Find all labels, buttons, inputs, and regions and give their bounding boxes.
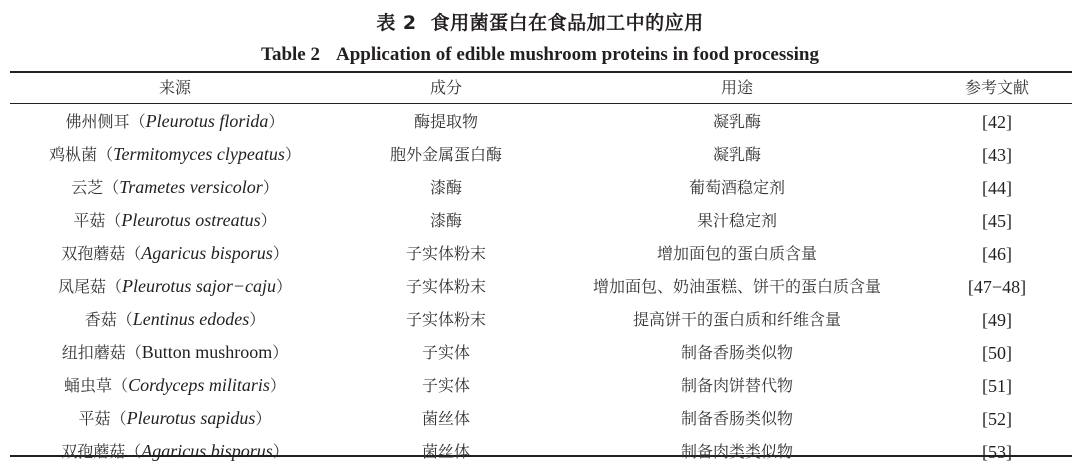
open-paren: （: [116, 310, 133, 329]
table-row: [10, 105, 1072, 138]
table-row: [10, 138, 1072, 171]
cell-source: [10, 435, 340, 468]
table-row: [10, 171, 1072, 204]
source-common-name: 双孢蘑菇: [61, 442, 126, 461]
cell-source: [10, 270, 340, 303]
table-caption-chinese: [0, 8, 1080, 38]
cell-reference: [42]: [982, 111, 1012, 132]
cell-component: 菌丝体: [421, 408, 470, 428]
close-paren: ）: [276, 277, 293, 296]
header-row: [10, 73, 1072, 103]
cell-use: 增加面包的蛋白质含量: [656, 243, 817, 263]
cell-use: 提高饼干的蛋白质和纤维含量: [632, 309, 841, 329]
open-paren: （: [125, 244, 142, 263]
table-title-en: Application of edible mushroom proteins in food processing: [335, 44, 819, 65]
cell-source: [10, 204, 340, 237]
source-scientific-name: Trametes versicolor: [119, 177, 263, 197]
cell-reference: [53]: [982, 441, 1012, 462]
table-row: [10, 204, 1072, 237]
cell-component: 子实体: [421, 375, 470, 395]
close-paren: ）: [272, 442, 289, 461]
cell-component: 子实体粉末: [405, 276, 486, 296]
source-scientific-name: Pleurotus sapidus: [126, 408, 256, 428]
cell-reference: [44]: [982, 177, 1012, 198]
cell-reference: [43]: [982, 144, 1012, 165]
table-row: [10, 369, 1072, 402]
table-number-en: Table 2: [261, 44, 320, 65]
cell-use: 制备香肠类似物: [680, 408, 793, 428]
cell-use: 果汁稳定剂: [696, 210, 777, 230]
cell-reference: [45]: [982, 210, 1012, 231]
cell-component: 漆酶: [429, 210, 462, 230]
close-paren: ）: [284, 145, 301, 164]
cell-source: [10, 138, 340, 171]
source-common-name: 佛州侧耳: [65, 112, 130, 131]
table-row: [10, 237, 1072, 270]
source-scientific-name: Agaricus bisporus: [141, 243, 273, 263]
cell-source: [10, 171, 340, 204]
source-common-name: 凤尾菇: [57, 277, 106, 296]
open-paren: （: [125, 343, 142, 362]
source-common-name: 平菇: [78, 409, 111, 428]
header-use: 用途: [720, 78, 753, 97]
table-row: [10, 336, 1072, 369]
open-paren: （: [106, 277, 123, 296]
cell-use: 增加面包、奶油蛋糕、饼干的蛋白质含量: [592, 276, 881, 296]
cell-component: 子实体粉末: [405, 309, 486, 329]
source-scientific-name: Lentinus edodes: [132, 309, 250, 329]
cell-use: 凝乳酶: [712, 111, 761, 131]
cell-reference: [46]: [982, 243, 1012, 264]
source-common-name: 双孢蘑菇: [61, 244, 126, 263]
table-row: [10, 402, 1072, 435]
table-caption-english: [0, 41, 1080, 69]
open-paren: （: [110, 409, 127, 428]
open-paren: （: [103, 178, 120, 197]
source-common-name: 平菇: [73, 211, 106, 230]
cell-reference: [49]: [982, 309, 1012, 330]
cell-component: 菌丝体: [421, 441, 470, 461]
cell-component: 胞外金属蛋白酶: [389, 144, 502, 164]
cell-component: 子实体粉末: [405, 243, 486, 263]
cell-use: 制备肉饼替代物: [680, 375, 793, 395]
cell-source: [10, 237, 340, 270]
close-paren: ）: [269, 376, 286, 395]
source-scientific-name: Pleurotus sajor−caju: [122, 276, 276, 296]
open-paren: （: [129, 112, 146, 131]
open-paren: （: [105, 211, 122, 230]
close-paren: ）: [255, 409, 272, 428]
cell-use: 制备肉类类似物: [680, 441, 793, 461]
open-paren: （: [125, 442, 142, 461]
cell-component: 酶提取物: [413, 111, 478, 131]
header-component: 成分: [429, 78, 462, 97]
header-reference: 参考文献: [964, 78, 1029, 97]
source-scientific-name: Pleurotus florida: [145, 111, 269, 131]
close-paren: ）: [260, 211, 277, 230]
close-paren: ）: [268, 112, 285, 131]
cell-reference: [51]: [982, 375, 1012, 396]
open-paren: （: [97, 145, 114, 164]
source-scientific-name: Cordyceps militaris: [128, 375, 270, 395]
source-common-name: 香菇: [84, 310, 117, 329]
table-row: [10, 270, 1072, 303]
open-paren: （: [112, 376, 129, 395]
cell-use: 葡萄酒稳定剂: [688, 177, 785, 197]
source-common-name: 鸡枞菌: [49, 145, 98, 164]
table-row: [10, 435, 1072, 468]
table-header: [10, 73, 1072, 103]
close-paren: ）: [272, 343, 289, 362]
close-paren: ）: [249, 310, 266, 329]
close-paren: ）: [262, 178, 279, 197]
cell-reference: [47−48]: [967, 276, 1027, 297]
table-row: [10, 303, 1072, 336]
source-scientific-name: Agaricus bisporus: [141, 441, 273, 461]
close-paren: ）: [272, 244, 289, 263]
source-common-name: 云芝: [71, 178, 104, 197]
cell-source: [10, 402, 340, 435]
header-source: 来源: [158, 78, 191, 97]
source-scientific-name: Termitomyces clypeatus: [113, 144, 285, 164]
source-common-name: 蛹虫草: [64, 376, 113, 395]
cell-reference: [52]: [982, 408, 1012, 429]
cell-reference: [50]: [982, 342, 1012, 363]
source-scientific-name: Button mushroom: [141, 342, 273, 362]
table-title-cn: 食用菌蛋白在食品加工中的应用: [430, 12, 704, 34]
header-rule: [10, 103, 1072, 104]
cell-source: [10, 369, 340, 402]
table-body: [10, 105, 1072, 468]
cell-use: 凝乳酶: [712, 144, 761, 164]
cell-source: [10, 303, 340, 336]
source-common-name: 纽扣蘑菇: [61, 343, 126, 362]
source-scientific-name: Pleurotus ostreatus: [121, 210, 261, 230]
cell-source: [10, 105, 340, 138]
cell-source: [10, 336, 340, 369]
cell-use: 制备香肠类似物: [680, 342, 793, 362]
table-number-cn: 表 2: [376, 12, 417, 34]
cell-component: 子实体: [421, 342, 470, 362]
cell-component: 漆酶: [429, 177, 462, 197]
